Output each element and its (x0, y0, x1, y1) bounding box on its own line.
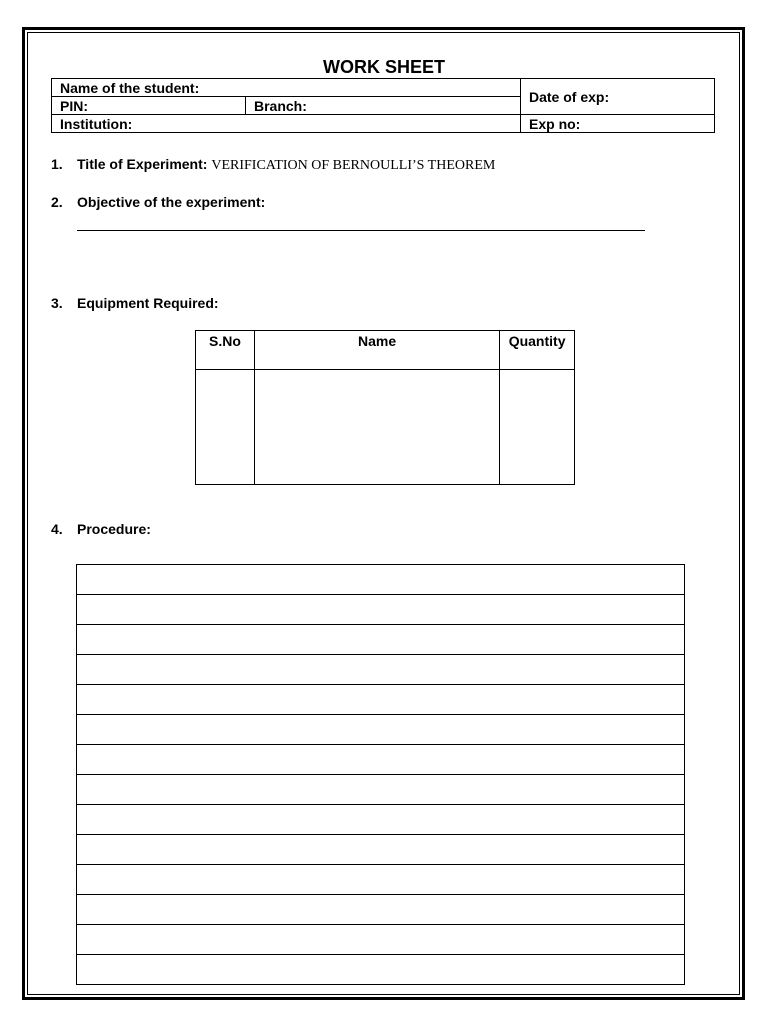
procedure-row[interactable] (77, 865, 684, 895)
equipment-header-sno: S.No (196, 331, 255, 370)
section-procedure (51, 521, 151, 537)
equipment-header-quantity: Quantity (500, 331, 575, 370)
section-number: 3. (51, 295, 63, 311)
procedure-row[interactable] (77, 685, 684, 715)
procedure-row[interactable] (77, 595, 684, 625)
date-of-exp-field[interactable]: Date of exp: (521, 79, 715, 115)
section-number: 4. (51, 521, 63, 537)
section-number: 1. (51, 156, 63, 172)
equipment-cell-quantity[interactable] (500, 370, 575, 485)
procedure-row[interactable] (77, 955, 684, 985)
section-label: Procedure: (77, 521, 151, 537)
section-label: Objective of the experiment: (77, 194, 266, 210)
procedure-row[interactable] (77, 925, 684, 955)
section-objective (51, 194, 265, 210)
section-number: 2. (51, 194, 63, 210)
section-label: Title of Experiment: (77, 156, 208, 172)
worksheet-title: WORK SHEET (322, 57, 445, 77)
pin-field[interactable]: PIN: (52, 97, 246, 115)
procedure-row[interactable] (77, 715, 684, 745)
procedure-row[interactable] (77, 835, 684, 865)
procedure-box (76, 564, 685, 985)
procedure-row[interactable] (77, 565, 684, 595)
section-title-of-experiment (51, 156, 495, 174)
exp-no-field[interactable]: Exp no: (521, 115, 715, 133)
student-info-table (51, 78, 715, 133)
experiment-title-value: VERIFICATION OF BERNOULLI’S THEOREM (211, 158, 496, 173)
procedure-row[interactable] (77, 775, 684, 805)
equipment-cell-sno[interactable] (196, 370, 255, 485)
institution-field[interactable]: Institution: (52, 115, 521, 133)
section-equipment (51, 295, 219, 311)
equipment-cell-name[interactable] (254, 370, 499, 485)
procedure-row[interactable] (77, 655, 684, 685)
procedure-row[interactable] (77, 895, 684, 925)
objective-answer-line[interactable] (77, 230, 645, 231)
procedure-row[interactable] (77, 625, 684, 655)
branch-field[interactable]: Branch: (246, 97, 521, 115)
procedure-row[interactable] (77, 745, 684, 775)
equipment-table (195, 330, 575, 485)
student-name-field[interactable]: Name of the student: (52, 79, 521, 97)
section-label: Equipment Required: (77, 295, 219, 311)
equipment-header-name: Name (254, 331, 499, 370)
procedure-row[interactable] (77, 805, 684, 835)
